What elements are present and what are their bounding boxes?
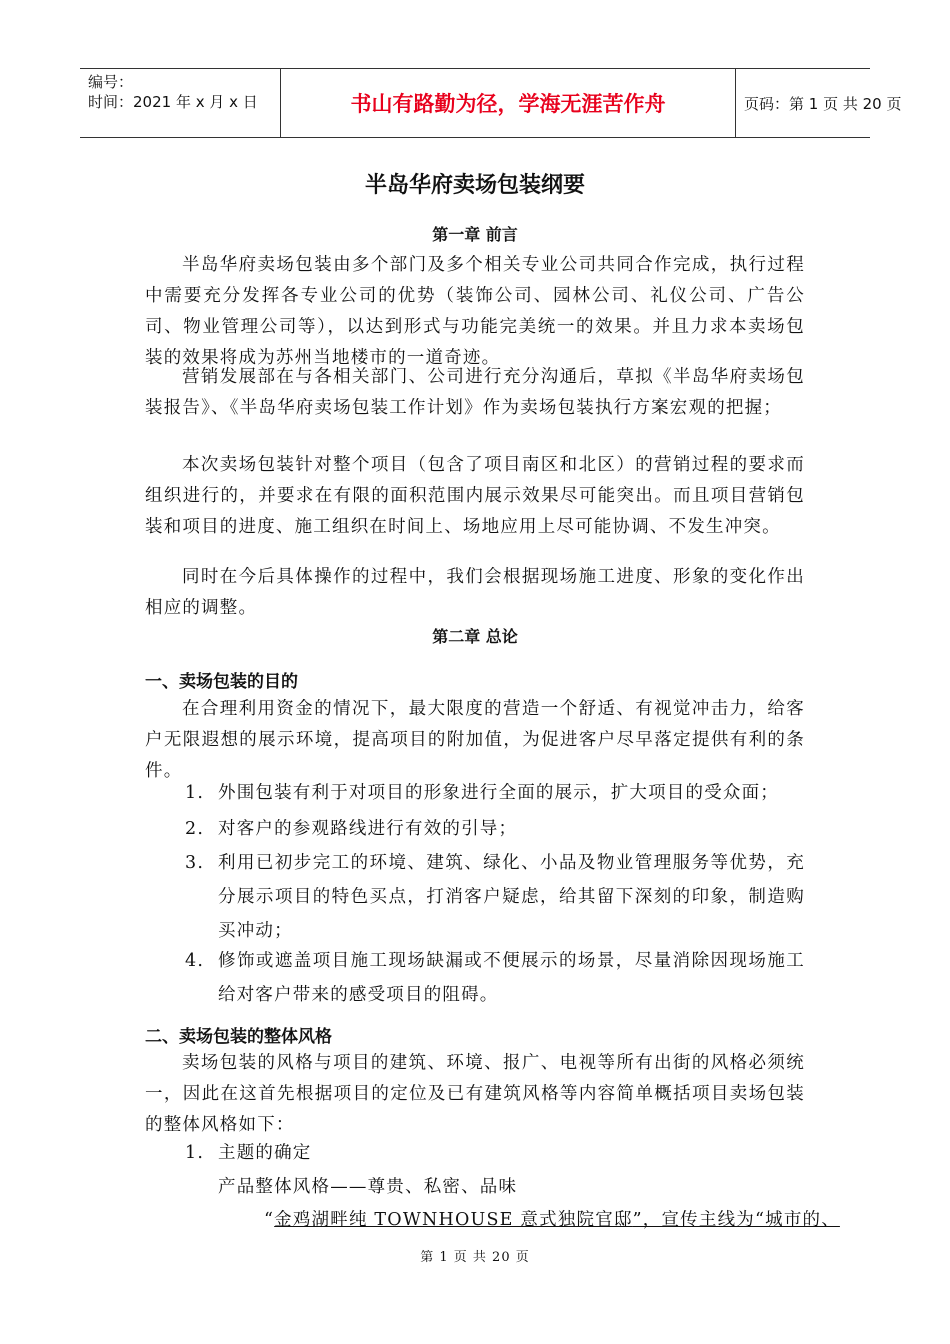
header-meta-cell: [80, 69, 280, 137]
chapter1-paragraph: 营销发展部在与各相关部门、公司进行充分沟通后，草拟《半岛华府卖场包装报告》、《半岛华府卖场包装工作计划》作为卖场包装执行方案宏观的把握；: [145, 367, 805, 418]
list-item-text: 修饰或遮盖项目施工现场缺漏或不便展示的场景，尽量消除因现场施工给对客户带来的感受项目的阻碍。: [218, 951, 805, 1005]
list-item-number: 3.: [185, 853, 205, 873]
quote-open: “: [264, 1210, 275, 1230]
list-item-text: 利用已初步完工的环境、建筑、绿化、小品及物业管理服务等优势，充分展示项目的特色买点，打消客户疑虑，给其留下深刻的印象，制造购买冲动；: [218, 853, 805, 941]
list-item: [185, 944, 805, 1012]
chapter1-paragraph: 本次卖场包装针对整个项目（包含了项目南区和北区）的营销过程的要求而组织进行的，并要求在有限的面积范围内展示效果尽可能突出。而且项目营销包装和项目的进度、施工组织在时间上、场地应用上尽可能协调、不发生冲突。: [145, 455, 805, 537]
chapter1-paragraph: 同时在今后具体操作的过程中，我们会根据现场施工进度、形象的变化作出相应的调整。: [145, 567, 805, 618]
section2-intro: 卖场包装的风格与项目的建筑、环境、报广、电视等所有出街的风格必须统一，因此在这首先根据项目的定位及已有建筑风格等内容简单概括项目卖场包装的整体风格如下：: [145, 1053, 805, 1135]
document-title: 半岛华府卖场包装纲要: [364, 173, 585, 198]
style-line: 产品整体风格——尊贵、私密、品味: [218, 1177, 518, 1197]
chapter1-paragraph: 半岛华府卖场包装由多个部门及多个相关专业公司共同合作完成，执行过程中需要充分发挥各专业公司的优势（装饰公司、园林公司、礼仪公司、广告公司、物业管理公司等），以达到形式与功能完美统一的效果。并且力求本卖场包装的效果将成为苏州当地楼市的一道奇迹。: [145, 255, 805, 368]
list-item-text: 对客户的参观路线进行有效的引导；: [218, 819, 518, 839]
list-item-number: 1.: [185, 1143, 205, 1163]
quote-underlined: 金鸡湖畔纯 TOWNHOUSE 意式独院官邸: [274, 1210, 633, 1230]
header-motto: 书山有路勤为径，学海无涯苦作舟: [280, 69, 736, 137]
section-heading: 二、卖场包装的整体风格: [145, 1027, 332, 1047]
page-header: [80, 68, 902, 138]
section-heading: 一、卖场包装的目的: [145, 672, 298, 692]
chapter2-heading: 第二章 总论: [432, 627, 518, 646]
list-item: [185, 1138, 805, 1169]
list-item-number: 2.: [185, 819, 205, 839]
list-item-text: 外围包装有利于对项目的形象进行全面的展示，扩大项目的受众面；: [218, 783, 779, 803]
list-item: [185, 846, 805, 948]
time-label: 时间：2021 年 x 月 x 日: [88, 93, 258, 111]
chapter1-heading: 第一章 前言: [432, 225, 518, 244]
number-label: 编号：: [88, 73, 134, 91]
page-footer: 第 1 页 共 20 页: [420, 1250, 530, 1265]
quote-rest: ”，宣传主线为“城市的、: [632, 1210, 840, 1230]
list-item: [185, 814, 805, 845]
header-page-info: 页码：第 1 页 共 20 页: [744, 94, 902, 113]
section1-intro: 在合理利用资金的情况下，最大限度的营造一个舒适、有视觉冲击力，给客户无限遐想的展示环境，提高项目的附加值，为促进客户尽早落定提供有利的条件。: [145, 699, 805, 781]
list-item-text: 主题的确定: [218, 1143, 312, 1163]
list-item-number: 1.: [185, 783, 205, 803]
list-item-number: 4.: [185, 951, 205, 971]
list-item: [185, 778, 805, 809]
quote-line: [264, 1206, 840, 1231]
